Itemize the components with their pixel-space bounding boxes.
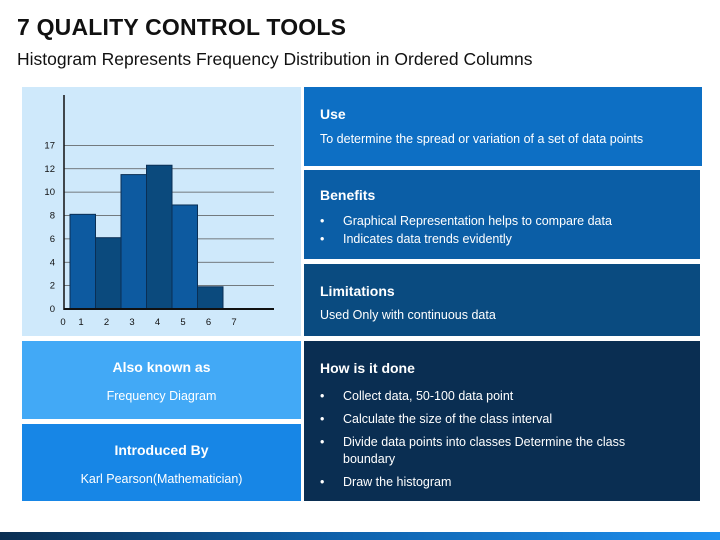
bullet-icon: • — [320, 475, 325, 489]
y-tick-label: 17 — [44, 140, 55, 152]
histogram-bar — [121, 175, 147, 309]
histogram-bar — [70, 214, 96, 309]
y-tick-label: 0 — [49, 304, 55, 315]
list-item: • Divide data points into classes Determine the class boundary — [320, 435, 626, 466]
x-tick-label: 1 — [78, 317, 84, 328]
bullet-icon: • — [320, 412, 325, 426]
x-tick-label: 3 — [129, 317, 135, 328]
bullet-icon: • — [320, 435, 325, 449]
page-title: 7 QUALITY CONTROL TOOLS — [17, 14, 347, 40]
limitations-panel — [304, 264, 700, 336]
use-panel — [304, 87, 702, 166]
histogram-bar — [147, 165, 173, 309]
list-item: • Indicates data trends evidently — [320, 232, 512, 246]
y-tick-label: 6 — [49, 233, 55, 245]
bullet-icon: • — [320, 389, 325, 403]
also-known-as-text: Frequency Diagram — [106, 389, 217, 403]
bullet-icon: • — [320, 214, 325, 228]
bullet-icon: • — [320, 232, 325, 246]
y-tick-label: 2 — [49, 280, 55, 292]
also-known-as-panel — [22, 341, 301, 419]
y-tick-label: 12 — [44, 163, 55, 175]
limitations-heading: Limitations — [320, 283, 395, 299]
introduced-by-text: Karl Pearson(Mathematician) — [80, 472, 243, 486]
page-subtitle: Histogram Represents Frequency Distribution in Ordered Columns — [17, 49, 533, 69]
how-is-it-done-panel — [304, 341, 700, 501]
limitations-text: Used Only with continuous data — [320, 308, 496, 322]
x-tick-label: 7 — [231, 317, 237, 328]
list-item: • Calculate the size of the class interval — [320, 412, 553, 426]
introduced-by-heading: Introduced By — [114, 442, 209, 458]
list-item: • Graphical Representation helps to compare data — [320, 214, 612, 228]
x-tick-label: 6 — [205, 317, 212, 328]
x-tick-label: 4 — [154, 317, 161, 328]
how-is-it-done-heading: How is it done — [320, 360, 415, 376]
y-tick-label: 4 — [49, 257, 55, 269]
histogram-bar — [96, 238, 122, 309]
x-tick-label: 5 — [180, 317, 186, 328]
histogram-bar — [198, 287, 224, 309]
bottom-accent-bar — [0, 532, 720, 540]
y-tick-label: 10 — [44, 187, 55, 199]
also-known-as-heading: Also known as — [112, 359, 211, 375]
histogram-chart-panel — [22, 87, 301, 336]
histogram-bar — [172, 205, 198, 309]
x-tick-label: 0 — [60, 317, 66, 328]
benefits-panel — [304, 170, 700, 259]
y-tick-label: 8 — [49, 210, 55, 222]
list-item: • Draw the histogram — [320, 475, 452, 489]
use-text: To determine the spread or variation of a set of data points — [320, 132, 644, 146]
how-is-it-done-list — [320, 388, 660, 497]
histogram-chart — [22, 87, 301, 336]
benefits-heading: Benefits — [320, 187, 376, 203]
list-item: • Collect data, 50-100 data point — [320, 389, 514, 403]
x-tick-label: 2 — [103, 317, 110, 328]
use-heading: Use — [320, 106, 346, 122]
benefits-list — [320, 212, 612, 248]
introduced-by-panel — [22, 424, 301, 501]
